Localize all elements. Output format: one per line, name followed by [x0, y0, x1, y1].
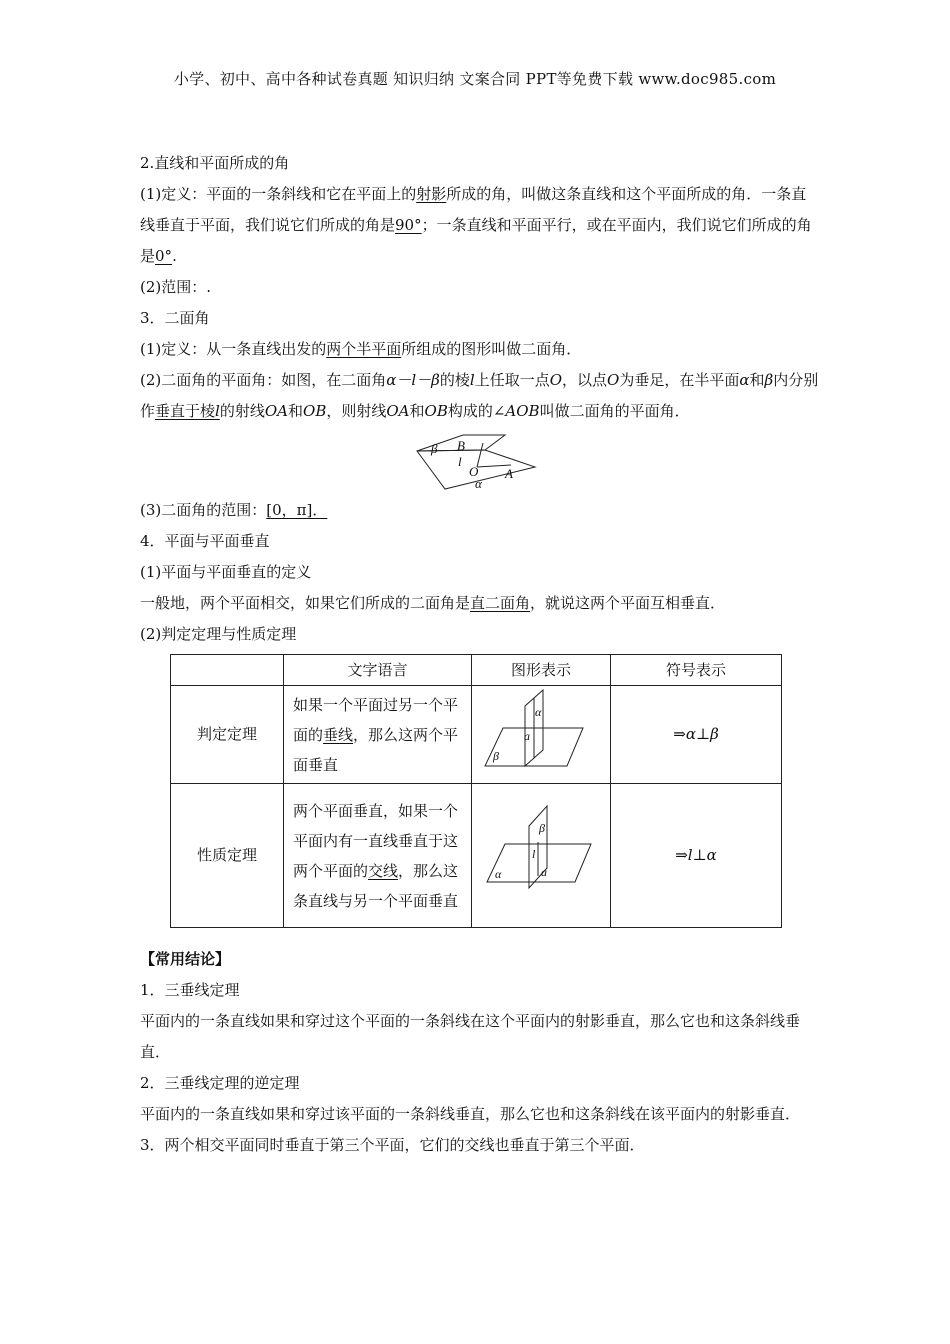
label-a: a: [524, 729, 530, 743]
math: OA: [264, 402, 288, 420]
theorem-name: 性质定理: [171, 784, 284, 928]
section-3-plane-angle: [140, 365, 820, 427]
label-beta: β: [431, 441, 438, 456]
text: 叫做二面角的平面角．: [539, 402, 690, 420]
text: ⇒: [675, 846, 688, 864]
text: ⇒: [673, 725, 686, 743]
math: l: [215, 402, 220, 420]
section-4-title: 4．平面与平面垂直: [140, 532, 270, 550]
property-theorem-figure: [481, 802, 601, 898]
text: 一般地，两个平面相交，如果它们所成的二面角是: [140, 594, 471, 612]
math: α: [739, 371, 750, 389]
judgment-theorem-figure: [481, 686, 601, 772]
theorem-figure-cell: [472, 784, 611, 928]
label-alpha: α: [495, 867, 502, 881]
table-row: [171, 686, 782, 784]
text: ，那么这两个平面垂直: [293, 725, 459, 774]
math: α－l－β: [386, 371, 440, 389]
theorem-table: [170, 654, 782, 928]
label-alpha: α: [535, 705, 542, 719]
underlined-term: 垂线: [323, 725, 354, 744]
text: ，以点: [562, 371, 608, 389]
math: l⊥α: [687, 846, 717, 864]
underlined-term: 直二面角: [470, 594, 531, 612]
conclusion-1-text: 平面内的一条直线如果和穿过这个平面的一条斜线在这个平面内的射影垂直，那么它也和这条斜线垂直．: [140, 1012, 801, 1061]
section-2-range: (2)范围：.: [140, 278, 212, 296]
math: l: [469, 371, 475, 389]
table-header: 文字语言: [284, 655, 472, 686]
label-b: B: [457, 438, 465, 453]
table-header-row: [171, 655, 782, 686]
text: ，那么这条直线与另一个平面垂直: [293, 861, 459, 910]
math: OB: [303, 402, 327, 420]
text: 上任取一点: [474, 371, 550, 389]
section-3-range: [140, 495, 820, 526]
page-header: 小学、初中、高中各种试卷真题 知识归纳 文案合同 PPT等免费下载 www.doc985.com: [173, 70, 777, 88]
math: O: [549, 371, 563, 389]
theorem-name: 判定定理: [171, 686, 284, 784]
underlined-term: 两个半平面: [326, 340, 402, 358]
section-4-def-title: (1)平面与平面垂直的定义: [140, 563, 312, 581]
underlined-term: 交线: [368, 861, 399, 880]
theorem-figure-cell: [472, 686, 611, 784]
text: ，就说这两个平面互相垂直．: [530, 594, 726, 612]
section-2-title: 2.直线和平面所成的角: [140, 154, 290, 172]
text: (2)二面角的平面角：如图，在二面角: [140, 371, 387, 389]
label-l: l: [458, 454, 462, 469]
math: OB: [424, 402, 448, 420]
label-beta: β: [539, 821, 545, 835]
section-4-theorem-title: (2)判定定理与性质定理: [140, 625, 297, 643]
text: 构成的∠: [447, 402, 506, 420]
underlined-term: 射影: [416, 185, 447, 203]
text: 垂直于棱: [155, 402, 216, 420]
section-2-definition: [140, 179, 820, 272]
table-header: 符号表示: [611, 655, 782, 686]
text: 和: [749, 371, 765, 389]
conclusions-title: 【常用结论】: [140, 950, 231, 968]
label-a: A: [505, 466, 513, 481]
math: O: [607, 371, 620, 389]
section-3-title: 3．二面角: [140, 309, 210, 327]
text: 的射线: [219, 402, 265, 420]
text: 和: [288, 402, 304, 420]
section-4-definition: [140, 588, 820, 619]
text: (1)定义：平面的一条斜线和它在平面上的: [140, 185, 417, 203]
text: ；一条直线和平面平行，或在平面内，我们说它们所成的角是: [140, 216, 812, 265]
main-content: [140, 148, 820, 1161]
math: β: [764, 371, 774, 389]
theorem-text: [284, 686, 472, 784]
text: .: [172, 247, 177, 265]
label-o: O: [469, 464, 479, 479]
conclusion-2-text: 平面内的一条直线如果和穿过该平面的一条斜线垂直，那么它也和这条斜线在该平面内的射影垂直．: [140, 1105, 801, 1123]
math: OA: [386, 402, 410, 420]
theorem-symbol: [611, 686, 782, 784]
underlined-term: 90°: [395, 216, 422, 234]
label-beta: β: [493, 749, 499, 763]
section-3-definition: [140, 334, 820, 365]
math: AOB: [505, 402, 540, 420]
text: 的棱: [439, 371, 470, 389]
table-header: 图形表示: [472, 655, 611, 686]
table-row: [171, 784, 782, 928]
text: ，则射线: [326, 402, 387, 420]
dihedral-angle-figure: [415, 433, 540, 491]
math: α⊥β: [685, 725, 719, 743]
text: 为垂足，在半平面: [619, 371, 740, 389]
label-a: a: [541, 865, 547, 879]
text: 如果一个平面过另一个平面的: [293, 695, 459, 744]
table-header: [171, 655, 284, 686]
conclusion-2-title: 2．三垂线定理的逆定理: [140, 1074, 300, 1092]
label-l: l: [532, 847, 536, 861]
underlined-term: [155, 402, 220, 420]
underlined-term: 0°: [155, 247, 173, 265]
text: (1)定义：从一条直线出发的: [140, 340, 327, 358]
underlined-term: [0，π]．: [266, 501, 328, 519]
conclusion-1-title: 1．三垂线定理: [140, 981, 240, 999]
conclusion-3-text: 3．两个相交平面同时垂直于第三个平面，它们的交线也垂直于第三个平面．: [140, 1136, 645, 1154]
text: (3)二面角的范围：: [140, 501, 267, 519]
text: 所组成的图形叫做二面角．: [401, 340, 582, 358]
text: 两个平面垂直，如果一个平面内有一直线垂直于这两个平面的: [293, 801, 459, 880]
text: 所成的角，叫做这条直线和这个平面所成的角．一条直线垂直于平面，我们说它们所成的角是: [140, 185, 807, 234]
text: 内分别作: [140, 371, 819, 420]
label-alpha: α: [475, 476, 482, 491]
theorem-symbol: [611, 784, 782, 928]
text: 和: [409, 402, 425, 420]
theorem-text: [284, 784, 472, 928]
